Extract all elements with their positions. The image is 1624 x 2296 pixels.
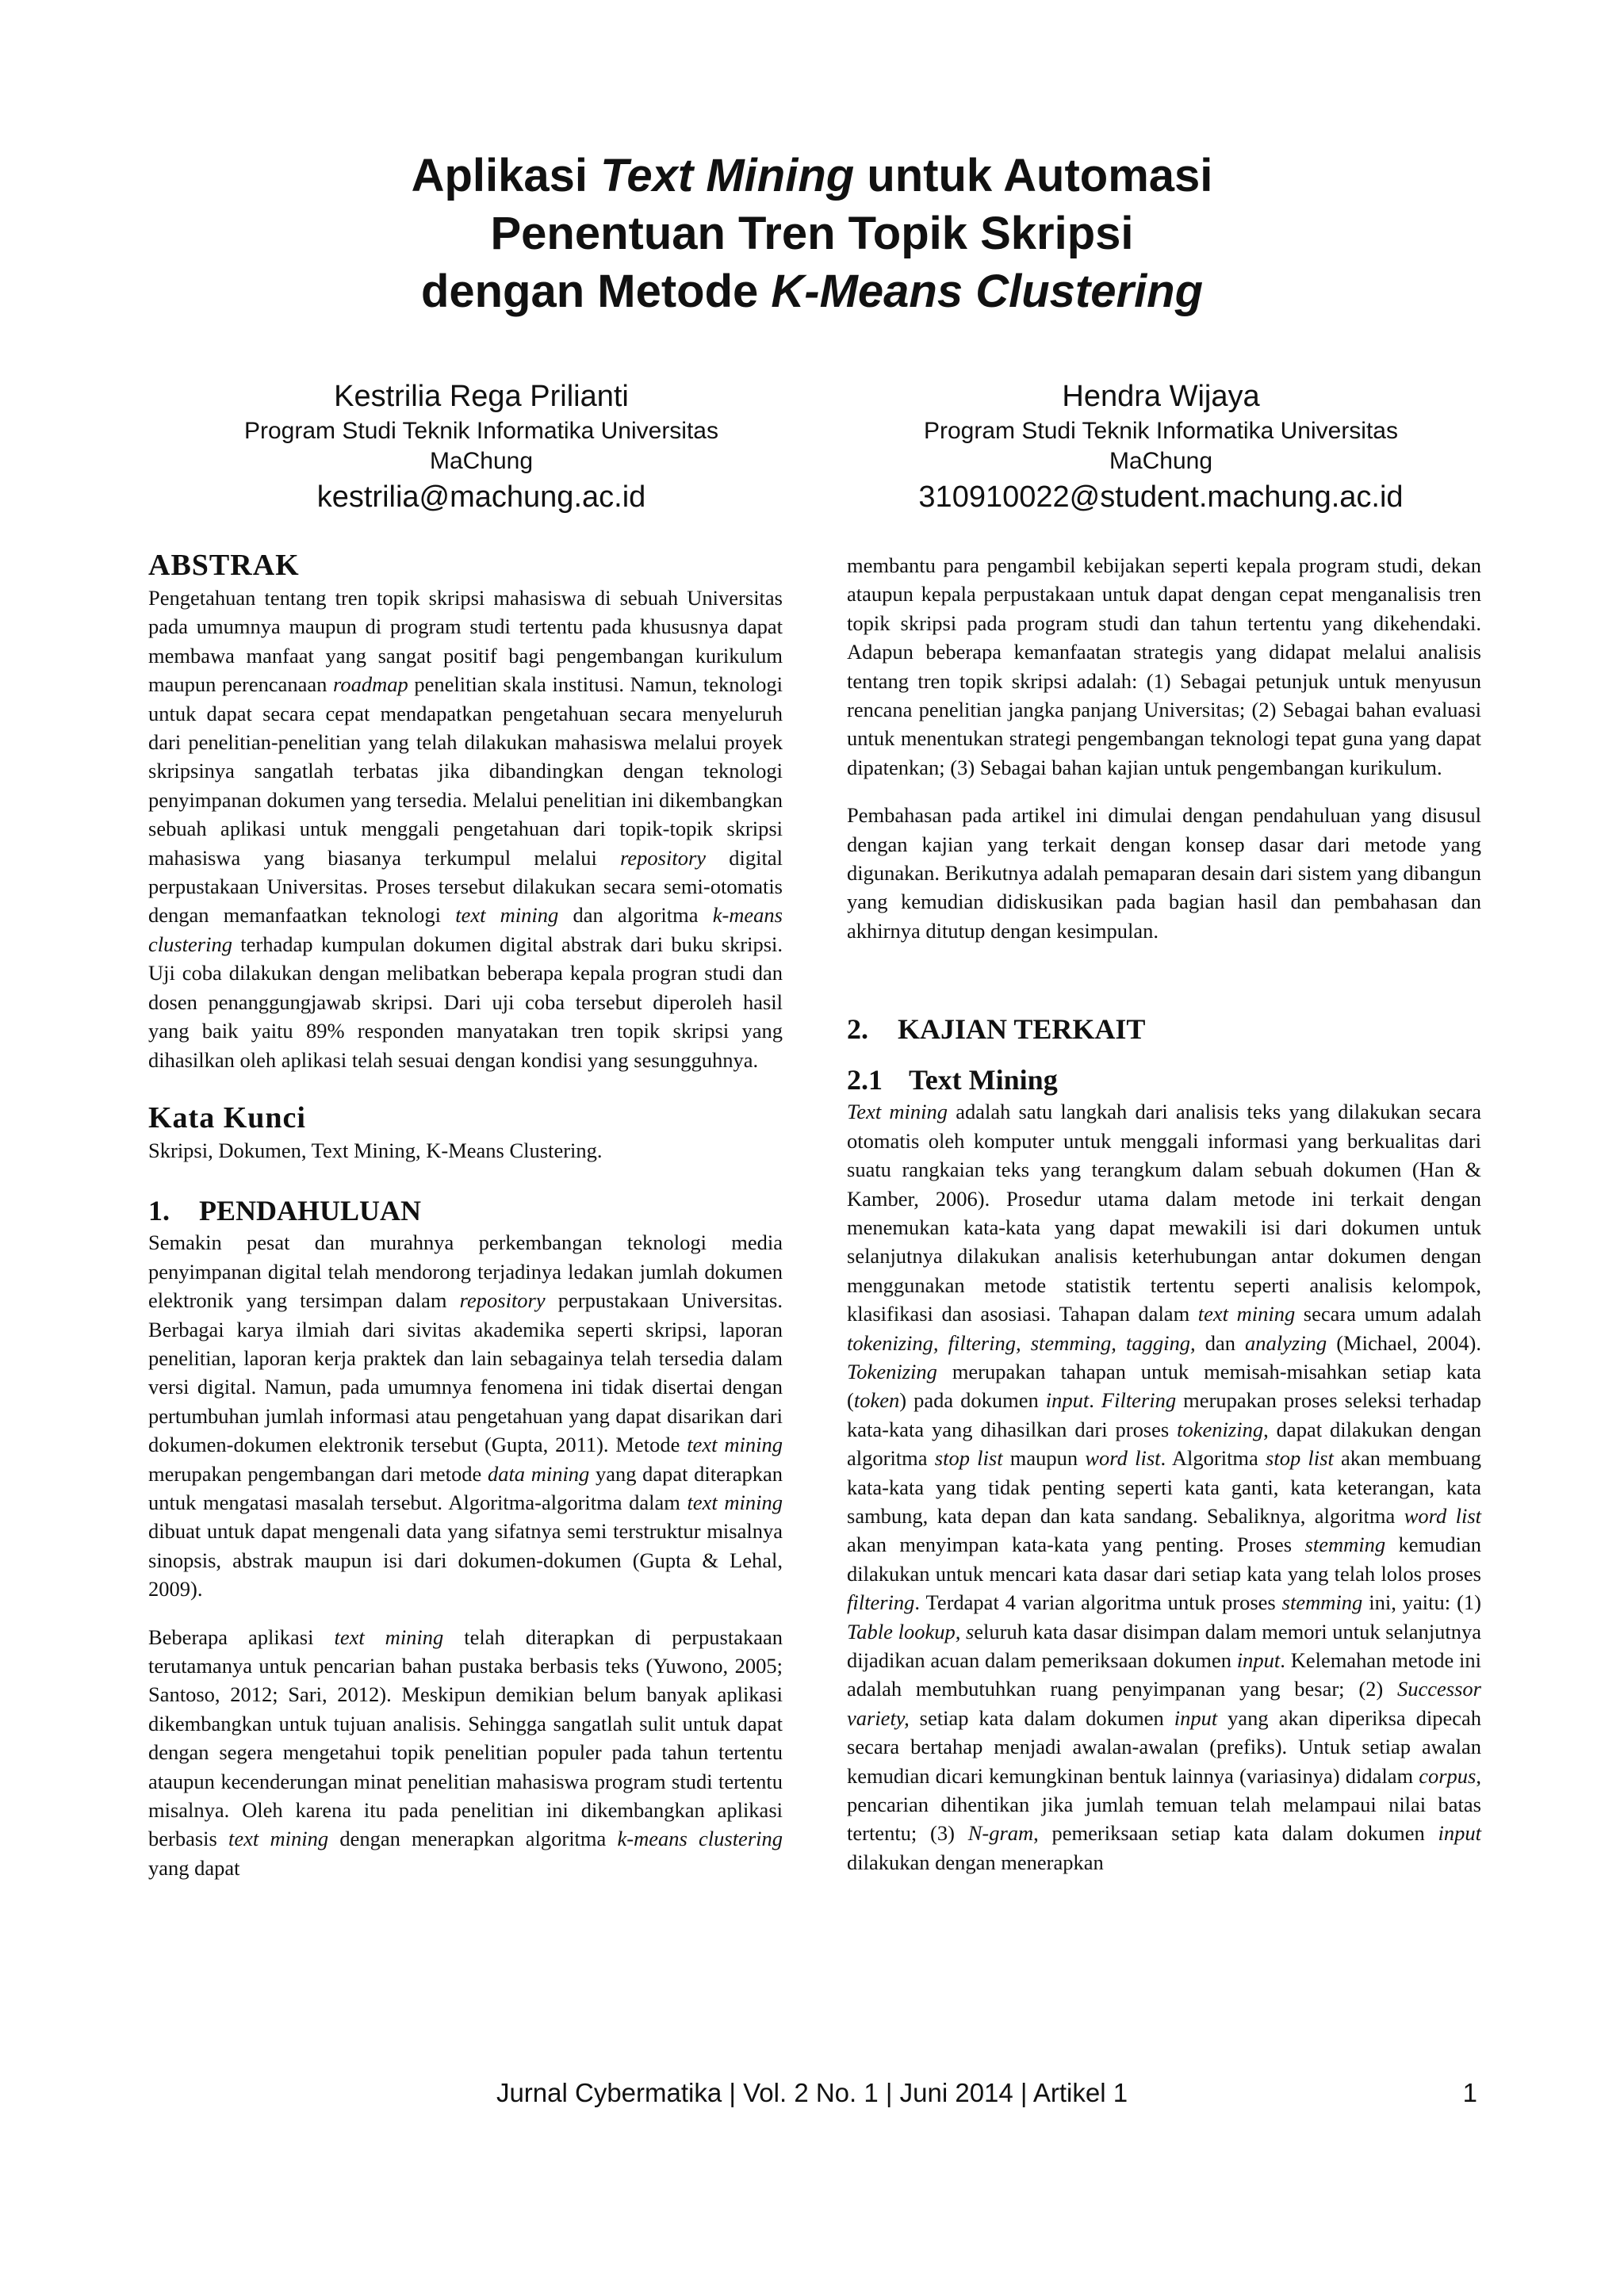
author-affiliation: Program Studi Teknik Informatika Universitas (923, 418, 1398, 444)
paragraph: Pembahasan pada artikel ini dimulai dengan pendahuluan yang disusul dengan kajian yang terkait dengan konsep dasar dari metode yang digunakan. Berikutnya adalah pemaparan desain dari sistem yang dibangun yang kemudian didiskusikan pada bagian hasil dan pembahasan dan akhirnya ditutup dengan kesimpulan. (847, 803, 1481, 943)
author-email: kestrilia@machung.ac.id (316, 480, 646, 514)
abstract-body: Pengetahuan tentang tren topik skripsi mahasiswa di sebuah Universitas pada umumnya maupun di program studi tertentu pada khususnya dapat membawa manfaat yang sangat positif bagi pengembangan kurikulum maupun perencanaan roadmap penelitian skala institusi. Namun, teknologi untuk dapat secara cepat mendapatkan pengetahuan secara menyeluruh dari penelitian-penelitian yang telah dilakukan mahasiswa melalui proyek skripsinya sangatlah terbatas jika dibandingkan dengan teknologi penyimpanan dokumen yang tersedia. Melalui penelitian ini dikembangkan sebuah aplikasi untuk menggali pengetahuan dari topik-topik skripsi mahasiswa yang biasanya terkumpul melalui repository digital perpustakaan Universitas. Proses tersebut dilakukan secara semi-otomatis dengan memanfaatkan teknologi text mining dan algoritma k-means clustering terhadap kumpulan dokumen digital abstrak dari buku skripsi. Uji coba dilakukan dengan melibatkan beberapa kepala progran studi dan dosen penanggungjawab skripsi. Dari uji coba tersebut diperoleh hasil yang baik yaitu 89% responden manyatakan tren topik skripsi yang dihasilkan oleh aplikasi telah sesuai dengan kondisi yang sesungguhnya. (148, 586, 783, 1072)
author-name: Hendra Wijaya (1062, 380, 1260, 413)
author-affiliation: Program Studi Teknik Informatika Universitas (243, 418, 718, 444)
right-column (847, 551, 1481, 1877)
title-line-3: dengan Metode K-Means Clustering (420, 266, 1204, 317)
paper-title (0, 147, 1624, 320)
journal-info: Jurnal Cybermatika | Vol. 2 No. 1 | Juni 2014 | Artikel 1 (496, 2078, 1128, 2107)
section-2-heading (847, 1012, 1481, 1047)
author-email: 310910022@student.machung.ac.id (918, 480, 1404, 514)
author-block-2 (852, 377, 1470, 518)
paragraph: Beberapa aplikasi text mining telah diterapkan di perpustakaan terutamanya untuk pencarian bahan pustaka berbasis teks (Yuwono, 2005; Santoso, 2012; Sari, 2012). Meskipun demikian belum banyak aplikasi dikembangkan untuk tujuan analisis. Sehingga sangatlah sulit untuk dapat dengan segera mengetahui topik penelitian populer pada tahun tertentu ataupun kecenderungan minat penelitian mahasiswa program studi tertentu misalnya. Oleh karena itu pada penelitian ini dikembangkan aplikasi berbasis text mining dengan menerapkan algoritma k-means clustering yang dapat (148, 1624, 783, 1880)
subsection-number: 2.1 (847, 1064, 883, 1096)
author-block-1 (172, 377, 791, 518)
paragraph: membantu para pengambil kebijakan seperti kepala program studi, dekan ataupun kepala perpustakaan untuk dapat dengan cepat menganalisis tren topik skripsi pada program studi dan tahun tertentu yang dikehendaki. Adapun beberapa kemanfaatan strategis yang didapat melalui analisis tentang tren topik skripsi adalah: (1) Sebagai petunjuk untuk menyusun rencana penelitian jangka panjang Universitas; (2) Sebagai bahan evaluasi untuk menentukan strategi pengembangan teknologi tepat guna yang dapat dipatenkan; (3) Sebagai bahan kajian untuk pengembangan kurikulum. (847, 553, 1481, 779)
paragraph: Semakin pesat dan murahnya perkembangan teknologi media penyimpanan digital telah mendorong terjadinya ledakan jumlah dokumen elektronik yang tersimpan dalam repository perpustakaan Universitas. Berbagai karya ilmiah dari sivitas akademika seperti skripsi, laporan penelitian, laporan kerja praktek dan lain sebagainya telah tersedia dalam versi digital. Namun, pada umumnya fenomena ini tidak disertai dengan pertumbuhan jumlah informasi atau pengetahuan yang dapat disarikan dari dokumen-dokumen elektronik tersebut (Gupta, 2011). Metode text mining merupakan pengembangan dari metode data mining yang dapat diterapkan untuk mengatasi masalah tersebut. Algoritma-algoritma dalam text mining dibuat untuk dapat mengenali data yang sifatnya semi terstruktur misalnya sinopsis, abstrak maupun isi dari dokumen-dokumen (Gupta & Lehal, 2009). (148, 1230, 783, 1601)
title-line-2: Penentuan Tren Topik Skripsi (490, 208, 1134, 259)
subsection-2-1-heading (847, 1062, 1481, 1097)
left-column (148, 547, 783, 1882)
section-1-heading (148, 1193, 783, 1228)
section-number: 1. (148, 1195, 170, 1227)
subsection-title: Text Mining (909, 1064, 1058, 1096)
paragraph: Text mining adalah satu langkah dari analisis teks yang dilakukan secara otomatis oleh komputer untuk menggali informasi yang berkualitas dari suatu rangkaian teks yang terangkum dalam sebuah dokumen (Han & Kamber, 2006). Prosedur utama dalam metode ini terkait dengan menemukan kata-kata yang dapat mewakili isi dari dokumen untuk selanjutnya dilakukan analisis keterhubungan antar dokumen dengan menggunakan metode statistik tertentu seperti analisis kelompok, klasifikasi dan asosiasi. Tahapan dalam text mining secara umum adalah tokenizing, filtering, stemming, tagging, dan analyzing (Michael, 2004). Tokenizing merupakan tahapan untuk memisah-misahkan setiap kata (token) pada dokumen input. Filtering merupakan proses seleksi terhadap kata-kata yang dihasilkan dari proses tokenizing, dapat dilakukan dengan algoritma stop list maupun word list. Algoritma stop list akan membuang kata-kata yang tidak penting seperti kata ganti, kata keterangan, kata sambung, kata depan dan kata sandang. Sebaliknya, algoritma word list akan menyimpan kata-kata yang penting. Proses stemming kemudian dilakukan untuk mencari kata dasar dari setiap kata yang telah lolos proses filtering. Terdapat 4 varian algoritma untuk proses stemming ini, yaitu: (1) Table lookup, seluruh kata dasar disimpan dalam memori untuk selanjutnya dijadikan acuan dalam pemeriksaan dokumen input. Kelemahan metode ini adalah membutuhkan ruang penyimpanan yang besar; (2) Successor variety, setiap kata dalam dokumen input yang akan diperiksa dipecah secara bertahap menjadi awalan-awalan (prefiks). Untuk setiap awalan kemudian dicari kemungkinan bentuk lainnya (variasinya) didalam corpus, pencarian dihentikan jika jumlah temuan telah melampaui nilai batas tertentu; (3) N-gram, pemeriksaan setiap kata dalam dokumen input dilakukan dengan menerapkan (847, 1100, 1482, 1874)
section-title: PENDAHULUAN (199, 1195, 422, 1227)
section-number: 2. (847, 1013, 868, 1046)
author-name: Kestrilia Rega Prilianti (334, 380, 629, 413)
title-line-1: Aplikasi Text Mining untuk Automasi (411, 150, 1213, 201)
author-affiliation: MaChung (1109, 448, 1213, 474)
keywords-heading: Kata Kunci (148, 1100, 306, 1135)
section-title: KAJIAN TERKAIT (898, 1013, 1146, 1046)
page-number: 1 (1462, 2078, 1477, 2107)
abstract-heading: ABSTRAK (148, 549, 300, 582)
author-affiliation: MaChung (429, 448, 534, 474)
keywords-body: Skripsi, Dokumen, Text Mining, K-Means Clustering. (148, 1138, 603, 1162)
